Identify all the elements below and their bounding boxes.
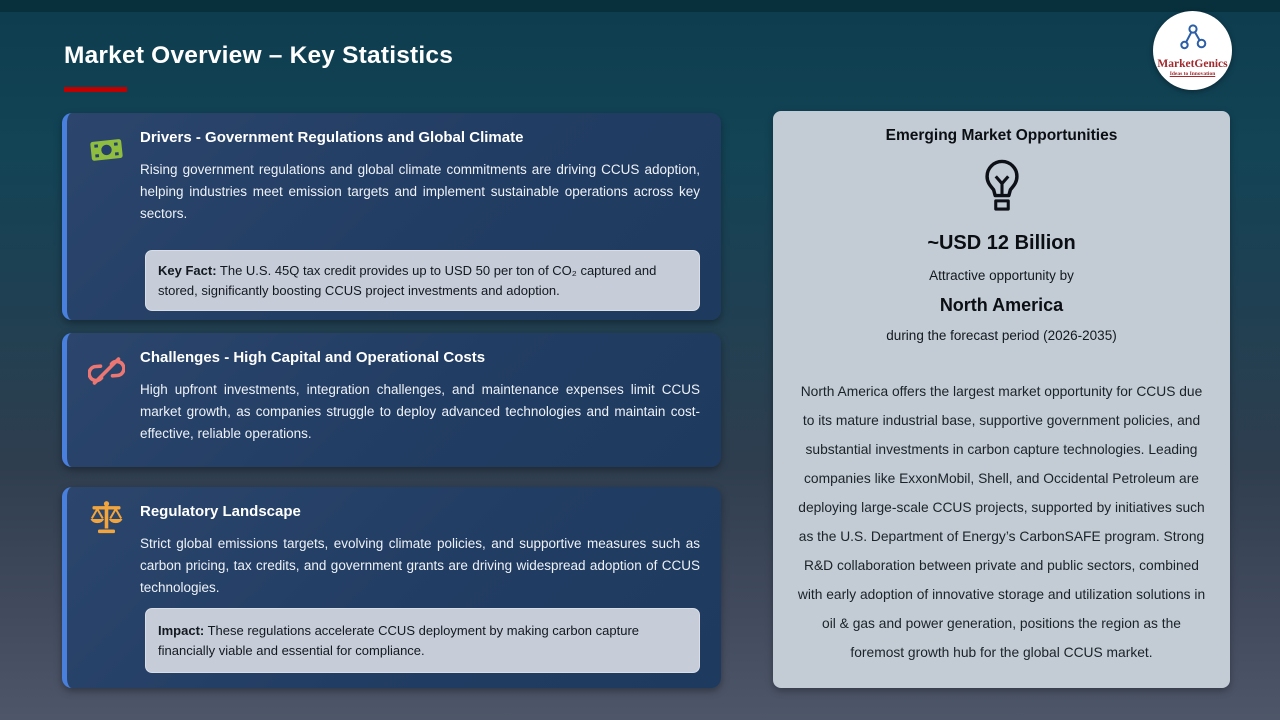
- key-fact-label: Key Fact:: [158, 263, 217, 278]
- logo-tagline: Ideas to Innovation: [1169, 71, 1216, 77]
- regulatory-card: [62, 487, 721, 688]
- money-banknote-icon: [88, 132, 125, 168]
- opportunity-value: ~USD 12 Billion: [927, 232, 1076, 254]
- broken-link-icon: [88, 353, 125, 389]
- drivers-card-body: Rising government regulations and global climate commitments are driving CCUS adoption, helping industries meet emission targets and implement sustainable operations across key sectors.: [140, 162, 700, 221]
- key-fact-text: The U.S. 45Q tax credit provides up to USD 50 per ton of CO₂ captured and stored, significantly boosting CCUS project investments and adoption.: [158, 263, 657, 298]
- balance-scale-icon: [88, 500, 125, 536]
- impact-label: Impact:: [158, 623, 205, 638]
- impact-box: [145, 608, 700, 673]
- key-fact-box: [145, 250, 700, 311]
- lightbulb-icon: [977, 157, 1027, 218]
- impact-text: These regulations accelerate CCUS deployment by making carbon capture financially viable and essential for compliance.: [158, 623, 640, 658]
- top-accent-strip: [0, 0, 1280, 12]
- molecule-icon: [1177, 24, 1209, 56]
- logo-name: MarketGenics: [1157, 58, 1228, 70]
- regulatory-card-title: Regulatory Landscape: [140, 503, 301, 520]
- opportunity-panel-title: Emerging Market Opportunities: [885, 127, 1118, 144]
- regulatory-card-body: Strict global emissions targets, evolving climate policies, and supportive measures such as carbon pricing, tax credits, and government grants are driving widespread adoption of CCUS technologies.: [140, 536, 700, 595]
- marketgenics-logo: [1153, 11, 1232, 90]
- opportunity-period: during the forecast period (2026-2035): [886, 328, 1117, 343]
- challenges-card-body: High upfront investments, integration challenges, and maintenance expenses limit CCUS market growth, as companies struggle to deploy advanced technologies and maintain cost-effective, reliable operations.: [140, 382, 700, 441]
- title-underline: [64, 87, 127, 92]
- opportunity-panel: [773, 111, 1230, 688]
- opportunity-description: North America offers the largest market opportunity for CCUS due to its mature industrial base, supportive government policies, and substantial investments in carbon capture technologies. Leading companies like ExxonMobil, Shell, and Occidental Petroleum are deploying large-scale CCUS projects, supported by initiatives such as the U.S. Department of Energy’s CarbonSAFE program. Strong R&D collaboration between private and public sectors, combined with early adoption of innovative storage and utilization solutions in oil & gas and power generation, positions the region as the foremost growth hub for the global CCUS market.: [797, 384, 1206, 660]
- drivers-card-title: Drivers - Government Regulations and Global Climate: [140, 129, 524, 146]
- page-title: Market Overview – Key Statistics: [64, 42, 454, 69]
- opportunity-subtitle: Attractive opportunity by: [929, 268, 1074, 283]
- challenges-card-title: Challenges - High Capital and Operational Costs: [140, 349, 486, 366]
- challenges-card: [62, 333, 721, 467]
- drivers-card: [62, 113, 721, 320]
- opportunity-region: North America: [939, 295, 1064, 315]
